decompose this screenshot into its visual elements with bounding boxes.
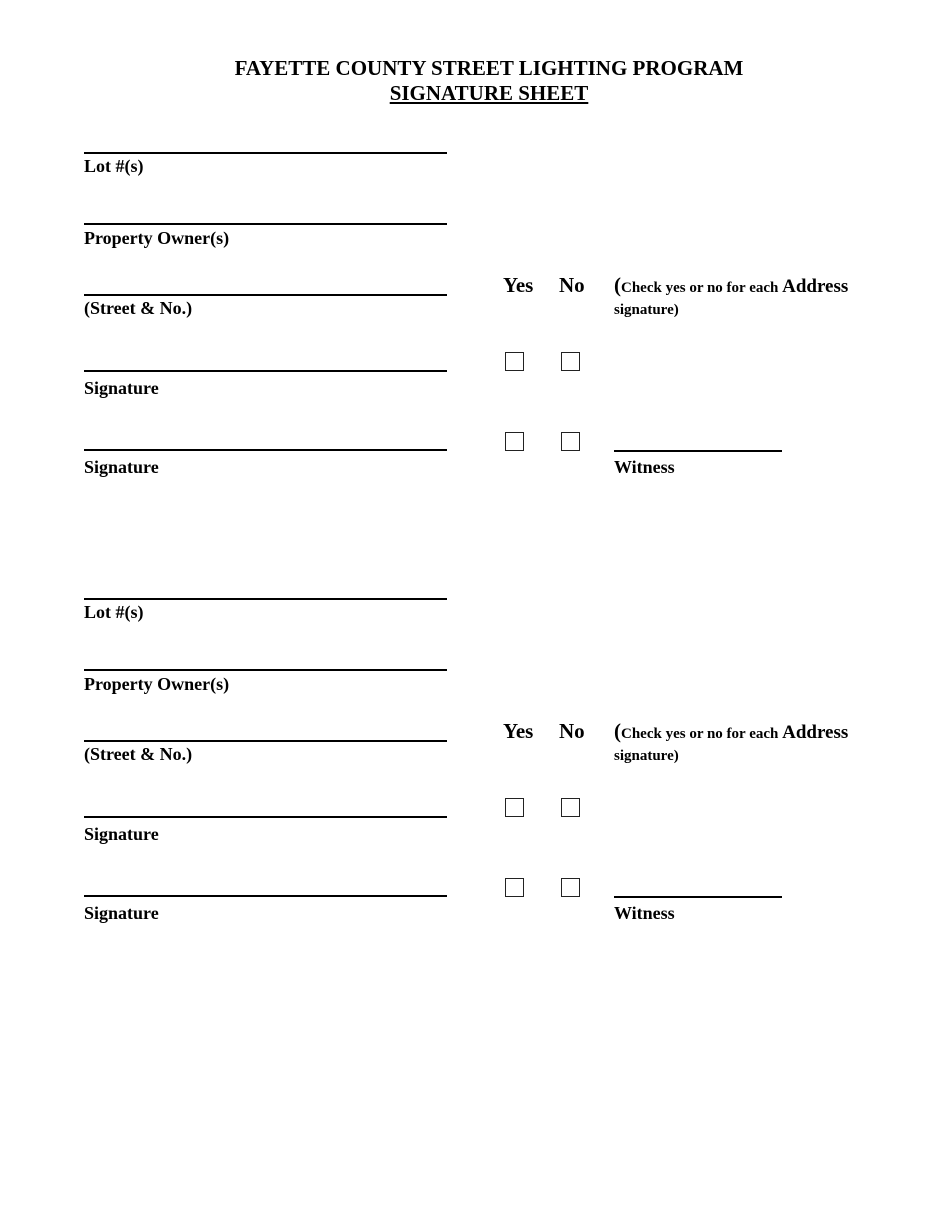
signature-block-1 — [0, 0, 950, 480]
instruction-note: (Check yes or no for each Address signature) — [614, 719, 849, 764]
yes-checkbox-signature-1[interactable] — [505, 798, 524, 817]
signature-line-2[interactable] — [84, 895, 447, 897]
no-checkbox-signature-2[interactable] — [561, 878, 580, 897]
lot-line[interactable] — [84, 598, 447, 600]
yes-header: Yes — [503, 719, 534, 743]
no-checkbox-signature-1[interactable] — [561, 798, 580, 817]
no-checkbox-signature-1[interactable] — [561, 352, 580, 371]
street-label: (Street & No.) — [84, 744, 193, 764]
street-line[interactable] — [84, 294, 447, 296]
no-header: No — [559, 273, 585, 297]
lot-line[interactable] — [84, 152, 447, 154]
signature-label-2: Signature — [84, 457, 159, 477]
street-label: (Street & No.) — [84, 298, 193, 318]
yes-header: Yes — [503, 273, 534, 297]
yes-checkbox-signature-1[interactable] — [505, 352, 524, 371]
witness-line[interactable] — [614, 896, 782, 898]
page-subtitle: SIGNATURE SHEET — [389, 81, 589, 105]
page-title: FAYETTE COUNTY STREET LIGHTING PROGRAM — [234, 56, 744, 80]
signature-label-1: Signature — [84, 378, 159, 398]
signature-label-2: Signature — [84, 903, 159, 923]
signature-line-1[interactable] — [84, 816, 447, 818]
signature-block-2 — [0, 446, 950, 926]
property-owner-label: Property Owner(s) — [84, 228, 230, 248]
lot-label: Lot #(s) — [84, 156, 144, 176]
witness-label: Witness — [614, 457, 675, 477]
signature-label-1: Signature — [84, 824, 159, 844]
street-line[interactable] — [84, 740, 447, 742]
signature-line-1[interactable] — [84, 370, 447, 372]
property-owner-line[interactable] — [84, 223, 447, 225]
property-owner-line[interactable] — [84, 669, 447, 671]
yes-checkbox-signature-2[interactable] — [505, 878, 524, 897]
lot-label: Lot #(s) — [84, 602, 144, 622]
no-header: No — [559, 719, 585, 743]
instruction-note: (Check yes or no for each Address signature) — [614, 273, 849, 318]
property-owner-label: Property Owner(s) — [84, 674, 230, 694]
witness-label: Witness — [614, 903, 675, 923]
